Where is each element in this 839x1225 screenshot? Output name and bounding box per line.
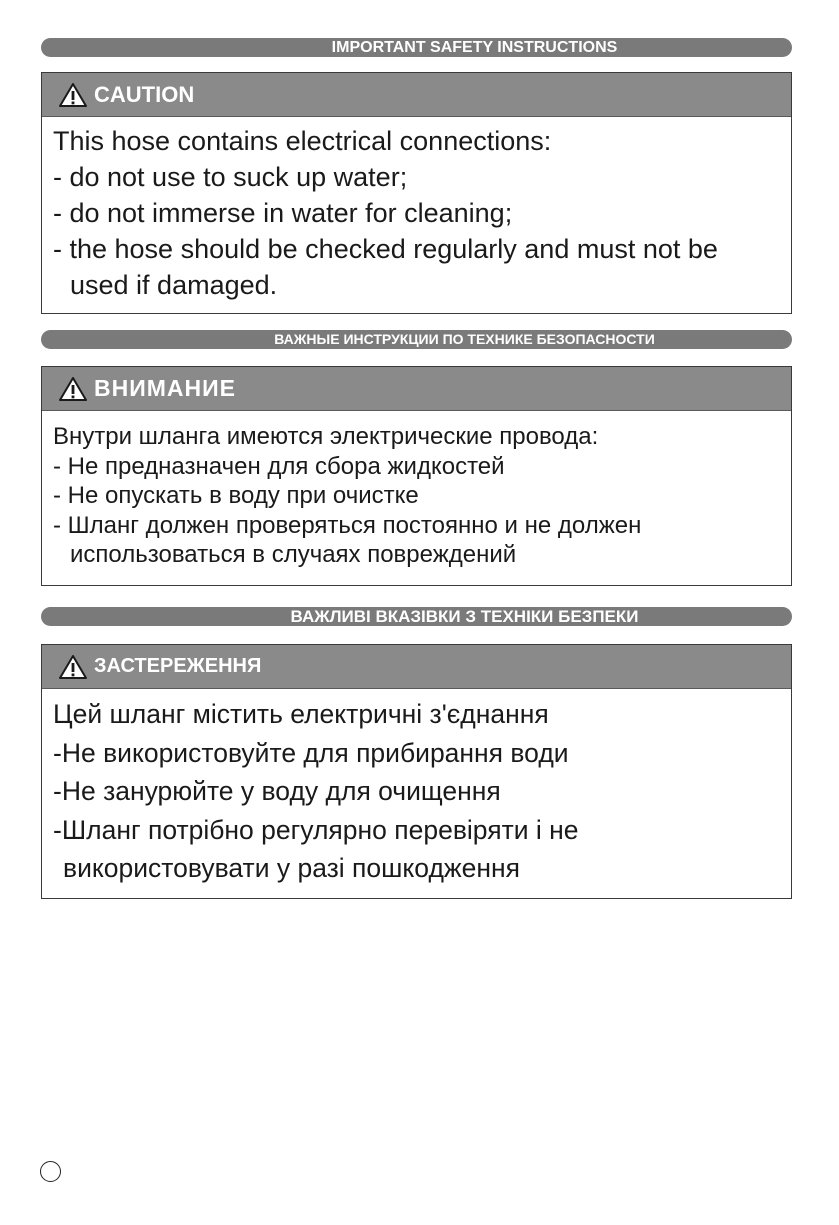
section-title-uk: ВАЖЛИВІ ВКАЗІВКИ З ТЕХНІКИ БЕЗПЕКИ [290, 607, 639, 626]
caution-body-uk [42, 689, 791, 898]
caution-line: використовувати у разі пошкодження [63, 853, 520, 883]
caution-line: -Не використовуйте для прибирання води [53, 737, 569, 768]
circle-icon [40, 1161, 61, 1182]
caution-line: Цей шланг містить електричні з'єднання [53, 699, 549, 729]
caution-box-uk [41, 644, 792, 899]
caution-line: -Не занурюйте у воду для очищення [53, 776, 501, 806]
caution-line: - Не предназначен для сбора жидкостей [53, 452, 505, 480]
caution-label-en: CAUTION [94, 81, 195, 107]
caution-line: used if damaged. [70, 270, 278, 300]
warning-triangle-icon [58, 82, 88, 108]
caution-line: использоваться в случаях повреждений [70, 541, 517, 568]
section-title-bar-uk [41, 607, 792, 626]
caution-header-uk [42, 645, 791, 689]
section-title-bar-ru [41, 330, 792, 349]
caution-line: - do not immerse in water for cleaning; [53, 198, 513, 228]
caution-line: - Шланг должен проверяться постоянно и не должен [53, 511, 642, 539]
caution-box-en [41, 72, 792, 314]
caution-box-ru [41, 366, 792, 586]
section-title-bar-en [41, 38, 792, 57]
caution-line: - do not use to suck up water; [53, 162, 408, 192]
caution-line: - Не опускать в воду при очистке [53, 482, 419, 509]
caution-label-ru: ВНИМАНИЕ [94, 375, 237, 401]
warning-triangle-icon [58, 376, 88, 402]
caution-line: This hose contains electrical connections: [53, 126, 552, 156]
section-title-ru: ВАЖНЫЕ ИНСТРУКЦИИ ПО ТЕХНИКЕ БЕЗОПАСНОСТИ [274, 331, 655, 347]
caution-label-uk: ЗАСТЕРЕЖЕННЯ [94, 655, 262, 677]
caution-line: -Шланг потрібно регулярно перевіряти і не [53, 814, 579, 845]
caution-body-en [42, 117, 791, 313]
caution-body-ru [42, 411, 791, 580]
caution-line: - the hose should be checked regularly and must not be [53, 234, 718, 264]
warning-triangle-icon [58, 654, 88, 680]
caution-header-en [42, 73, 791, 117]
section-title-en: IMPORTANT SAFETY INSTRUCTIONS [331, 39, 618, 56]
caution-line: Внутри шланга имеются электрические провода: [53, 423, 599, 450]
caution-header-ru [42, 367, 791, 411]
